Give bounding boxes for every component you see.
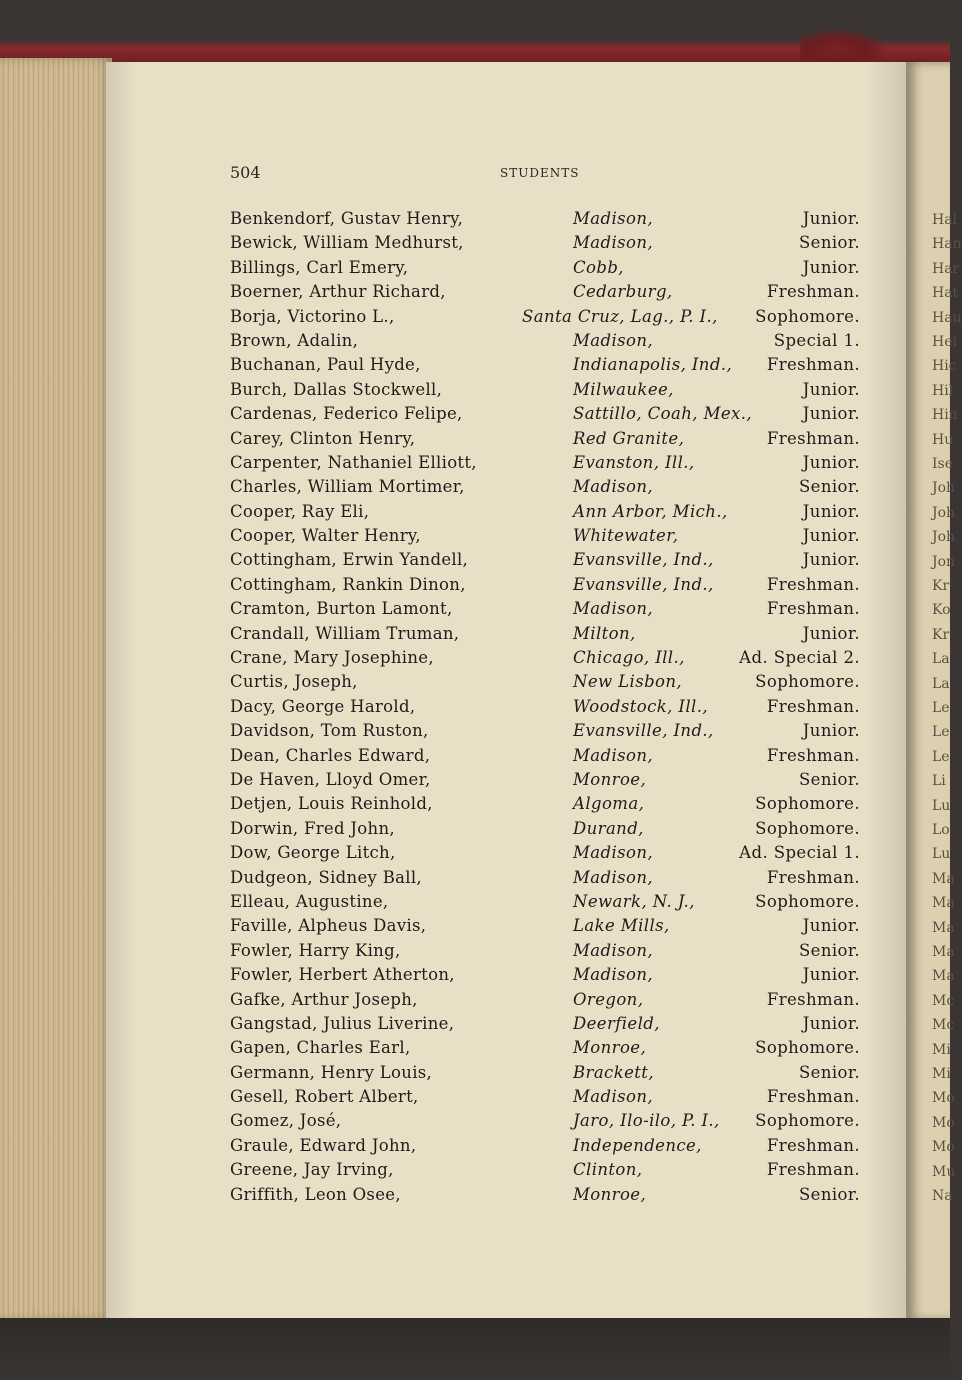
student-class: Freshman.	[766, 989, 860, 1009]
student-class: Junior.	[802, 452, 860, 472]
student-row	[230, 477, 862, 501]
student-hometown: Monroe,	[573, 1184, 647, 1204]
student-row	[230, 429, 862, 453]
student-row	[230, 1136, 862, 1160]
facing-page-fragment: Hil	[932, 382, 954, 399]
student-hometown: Newark, N. J.,	[573, 891, 695, 911]
student-hometown: Clinton,	[573, 1160, 643, 1180]
student-class: Freshman.	[766, 745, 860, 765]
facing-page-fragment: Ma	[932, 895, 955, 912]
student-class: Freshman.	[766, 696, 860, 716]
student-class: Ad. Special 1.	[739, 843, 860, 863]
student-hometown: Algoma,	[573, 794, 645, 814]
student-class: Senior.	[798, 1184, 860, 1204]
student-name: Cramton, Burton Lamont,	[230, 599, 453, 619]
student-name: De Haven, Lloyd Omer,	[230, 769, 431, 789]
facing-page-fragment: Na	[932, 1188, 953, 1204]
student-name: Gomez, José,	[230, 1111, 342, 1131]
student-row	[230, 1160, 862, 1184]
facing-page-fragment: Hau	[932, 309, 962, 326]
binding-thread	[800, 28, 890, 64]
facing-page-fragment: Lu	[932, 797, 951, 814]
student-class: Freshman.	[766, 355, 860, 375]
student-class: Sophomore.	[755, 672, 860, 692]
student-row	[230, 380, 862, 404]
student-row	[230, 868, 862, 892]
student-row	[230, 1111, 862, 1135]
student-row	[230, 648, 862, 672]
student-row	[230, 258, 862, 282]
student-class: Sophomore.	[755, 1111, 860, 1131]
student-name: Gangstad, Julius Liverine,	[230, 1013, 455, 1033]
facing-page-fragment: Lu	[932, 846, 951, 863]
student-row	[230, 331, 862, 355]
student-row	[230, 282, 862, 306]
student-name: Davidson, Tom Ruston,	[230, 721, 429, 741]
student-row	[230, 1038, 862, 1062]
student-row	[230, 453, 862, 477]
student-hometown: Whitewater,	[573, 526, 679, 546]
student-row	[230, 965, 862, 989]
student-name: Bewick, William Medhurst,	[230, 233, 464, 253]
student-hometown: Evansville, Ind.,	[573, 721, 714, 741]
student-class: Sophomore.	[755, 794, 860, 814]
student-class: Junior.	[802, 379, 860, 399]
student-name: Graule, Edward John,	[230, 1135, 417, 1155]
student-name: Dudgeon, Sidney Ball,	[230, 867, 422, 887]
student-class: Senior.	[798, 1062, 860, 1082]
student-class: Senior.	[798, 940, 860, 960]
student-name: Germann, Henry Louis,	[230, 1062, 433, 1082]
facing-page-fragment: Hu	[932, 431, 954, 448]
student-hometown: Cedarburg,	[573, 282, 673, 302]
facing-page-fragment: Ma	[932, 919, 955, 936]
running-title: STUDENTS	[500, 166, 580, 180]
student-name: Dean, Charles Edward,	[230, 745, 431, 765]
facing-page-fragment: Le	[932, 724, 950, 741]
student-row	[230, 672, 862, 696]
student-name: Buchanan, Paul Hyde,	[230, 355, 421, 375]
student-row	[230, 1014, 862, 1038]
student-name: Burch, Dallas Stockwell,	[230, 379, 443, 399]
student-name: Fowler, Harry King,	[230, 940, 401, 960]
student-class: Freshman.	[766, 599, 860, 619]
student-hometown: Milton,	[573, 623, 636, 643]
student-name: Elleau, Augustine,	[230, 891, 389, 911]
student-hometown: Monroe,	[573, 769, 647, 789]
student-name: Crandall, William Truman,	[230, 623, 460, 643]
student-row	[230, 624, 862, 648]
student-name: Cottingham, Erwin Yandell,	[230, 550, 469, 570]
facing-page-fragment: Mi	[932, 1066, 951, 1082]
student-class: Junior.	[802, 501, 860, 521]
facing-page-fragment: Hin	[932, 407, 958, 424]
student-hometown: Sattillo, Coah, Mex.,	[573, 404, 753, 424]
student-row	[230, 355, 862, 379]
student-name: Boerner, Arthur Richard,	[230, 282, 446, 302]
student-row	[230, 721, 862, 745]
facing-page-fragment: Hat	[932, 285, 959, 302]
student-class: Freshman.	[766, 282, 860, 302]
student-hometown: Evanston, Ill.,	[573, 452, 695, 472]
page-edges-left	[0, 58, 112, 1320]
facing-page-fragment: La	[932, 675, 950, 692]
student-hometown: Madison,	[573, 745, 654, 765]
student-hometown: Deerfield,	[573, 1013, 660, 1033]
facing-page-fragment: Mo	[932, 1090, 955, 1107]
student-hometown: Independence,	[573, 1135, 702, 1155]
facing-page-fragment: Ma	[932, 870, 955, 887]
student-row	[230, 990, 862, 1014]
student-row	[230, 697, 862, 721]
facing-page-fragment: Le	[932, 748, 950, 765]
student-row	[230, 404, 862, 428]
student-class: Junior.	[802, 1013, 860, 1033]
student-class: Sophomore.	[755, 306, 860, 326]
student-class: Junior.	[802, 916, 860, 936]
facing-page-fragment: Ise	[932, 456, 953, 472]
student-class: Freshman.	[766, 428, 860, 448]
student-hometown: Oregon,	[573, 989, 644, 1009]
facing-page-fragment: Lo	[932, 822, 950, 838]
student-name: Charles, William Mortimer,	[230, 477, 465, 497]
student-row	[230, 746, 862, 770]
student-hometown: Evansville, Ind.,	[573, 574, 714, 594]
student-name: Cottingham, Rankin Dinon,	[230, 574, 466, 594]
student-hometown: Jaro, Ilo-ilo, P. I.,	[573, 1111, 720, 1131]
student-hometown: Monroe,	[573, 1038, 647, 1058]
student-class: Freshman.	[766, 1135, 860, 1155]
student-hometown: Madison,	[573, 965, 654, 985]
student-class: Freshman.	[766, 867, 860, 887]
student-hometown: Madison,	[573, 233, 654, 253]
student-name: Griffith, Leon Osee,	[230, 1184, 401, 1204]
student-class: Junior.	[802, 550, 860, 570]
student-hometown: Chicago, Ill.,	[573, 648, 685, 668]
facing-page-fragment: Ma	[932, 968, 955, 985]
student-class: Freshman.	[766, 574, 860, 594]
student-name: Faville, Alpheus Davis,	[230, 916, 427, 936]
student-class: Junior.	[802, 526, 860, 546]
student-row	[230, 575, 862, 599]
student-row	[230, 550, 862, 574]
student-name: Dacy, George Harold,	[230, 696, 416, 716]
student-class: Sophomore.	[755, 1038, 860, 1058]
student-row	[230, 1087, 862, 1111]
student-name: Cooper, Ray Eli,	[230, 501, 370, 521]
student-name: Dorwin, Fred John,	[230, 818, 395, 838]
facing-page-fragment: Kr	[932, 626, 950, 643]
student-class: Sophomore.	[755, 891, 860, 911]
student-hometown: Madison,	[573, 1087, 654, 1107]
student-list	[230, 209, 862, 1209]
student-row	[230, 599, 862, 623]
facing-page-fragment: Han	[932, 236, 962, 253]
facing-page-fragment: Ko	[932, 602, 951, 619]
student-class: Junior.	[802, 209, 860, 228]
facing-page-fragment: Kr	[932, 578, 950, 594]
facing-page-fragment: Hei	[932, 334, 957, 350]
facing-page-edge	[906, 62, 962, 1320]
student-row	[230, 819, 862, 843]
student-hometown: Brackett,	[573, 1062, 654, 1082]
student-name: Cooper, Walter Henry,	[230, 526, 421, 546]
student-row	[230, 1063, 862, 1087]
student-row	[230, 794, 862, 818]
student-hometown: Red Granite,	[573, 428, 685, 448]
student-hometown: Ann Arbor, Mich.,	[573, 501, 728, 521]
facing-page-fragment: Jon	[932, 553, 956, 570]
student-name: Brown, Adalin,	[230, 330, 359, 350]
student-row	[230, 233, 862, 257]
facing-page-fragment: Ma	[932, 944, 955, 960]
student-hometown: Madison,	[573, 477, 654, 497]
student-hometown: Madison,	[573, 940, 654, 960]
facing-page-fragment: Joh	[932, 480, 956, 497]
student-class: Junior.	[802, 404, 860, 424]
student-hometown: Madison,	[573, 209, 654, 228]
student-class: Junior.	[802, 965, 860, 985]
facing-page-fragment: Hal	[932, 212, 958, 228]
student-name: Greene, Jay Irving,	[230, 1160, 394, 1180]
student-row	[230, 770, 862, 794]
page-header	[230, 163, 860, 185]
student-hometown: Milwaukee,	[573, 379, 674, 399]
student-hometown: Madison,	[573, 330, 654, 350]
book-cover-bottom	[0, 1318, 950, 1380]
student-name: Borja, Victorino L.,	[230, 306, 395, 326]
student-hometown: Durand,	[573, 818, 644, 838]
student-hometown: Santa Cruz, Lag., P. I.,	[522, 306, 718, 326]
student-row	[230, 843, 862, 867]
student-name: Carpenter, Nathaniel Elliott,	[230, 452, 477, 472]
student-name: Cardenas, Federico Felipe,	[230, 404, 463, 424]
facing-page-fragment: Mu	[932, 1163, 956, 1180]
student-hometown: Evansville, Ind.,	[573, 550, 714, 570]
facing-page-fragment: La	[932, 651, 950, 668]
student-class: Junior.	[802, 257, 860, 277]
student-name: Gafke, Arthur Joseph,	[230, 989, 418, 1009]
student-hometown: Madison,	[573, 599, 654, 619]
facing-page-fragment: Har	[932, 260, 960, 277]
facing-page-fragment: Li	[932, 773, 946, 790]
facing-page-fragment: Mo	[932, 1139, 955, 1156]
facing-page-fragment: Hic	[932, 358, 957, 375]
facing-page-fragment: Mi	[932, 1041, 951, 1058]
facing-page-fragment: Mo	[932, 1114, 955, 1131]
student-class: Senior.	[798, 233, 860, 253]
student-name: Fowler, Herbert Atherton,	[230, 965, 455, 985]
page-number: 504	[230, 163, 261, 182]
student-name: Dow, George Litch,	[230, 843, 396, 863]
student-row	[230, 502, 862, 526]
student-class: Junior.	[802, 623, 860, 643]
student-row	[230, 209, 862, 233]
student-name: Gesell, Robert Albert,	[230, 1087, 419, 1107]
student-class: Ad. Special 2.	[739, 648, 860, 668]
student-hometown: New Lisbon,	[573, 672, 683, 692]
student-name: Billings, Carl Emery,	[230, 257, 409, 277]
student-row	[230, 1185, 862, 1209]
student-hometown: Woodstock, Ill.,	[573, 696, 708, 716]
student-row	[230, 916, 862, 940]
student-row	[230, 892, 862, 916]
student-row	[230, 941, 862, 965]
student-row	[230, 526, 862, 550]
student-class: Sophomore.	[755, 818, 860, 838]
student-name: Gapen, Charles Earl,	[230, 1038, 411, 1058]
student-name: Crane, Mary Josephine,	[230, 648, 434, 668]
student-class: Senior.	[798, 769, 860, 789]
facing-page-fragment: Mc	[932, 1017, 955, 1034]
facing-page-fragment: Le	[932, 700, 950, 716]
facing-page-fragment: Mc	[932, 992, 955, 1009]
student-hometown: Indianapolis, Ind.,	[573, 355, 733, 375]
student-name: Carey, Clinton Henry,	[230, 428, 416, 448]
student-row	[230, 307, 862, 331]
student-name: Benkendorf, Gustav Henry,	[230, 209, 464, 228]
student-hometown: Madison,	[573, 867, 654, 887]
student-hometown: Madison,	[573, 843, 654, 863]
student-name: Curtis, Joseph,	[230, 672, 358, 692]
student-hometown: Lake Mills,	[573, 916, 670, 936]
facing-page-fragment: Joh	[932, 504, 956, 521]
student-name: Detjen, Louis Reinhold,	[230, 794, 433, 814]
student-class: Senior.	[798, 477, 860, 497]
facing-page-fragment: Joh	[932, 529, 956, 546]
student-class: Special 1.	[773, 330, 860, 350]
student-class: Freshman.	[766, 1087, 860, 1107]
student-hometown: Cobb,	[573, 257, 624, 277]
student-class: Junior.	[802, 721, 860, 741]
student-class: Freshman.	[766, 1160, 860, 1180]
